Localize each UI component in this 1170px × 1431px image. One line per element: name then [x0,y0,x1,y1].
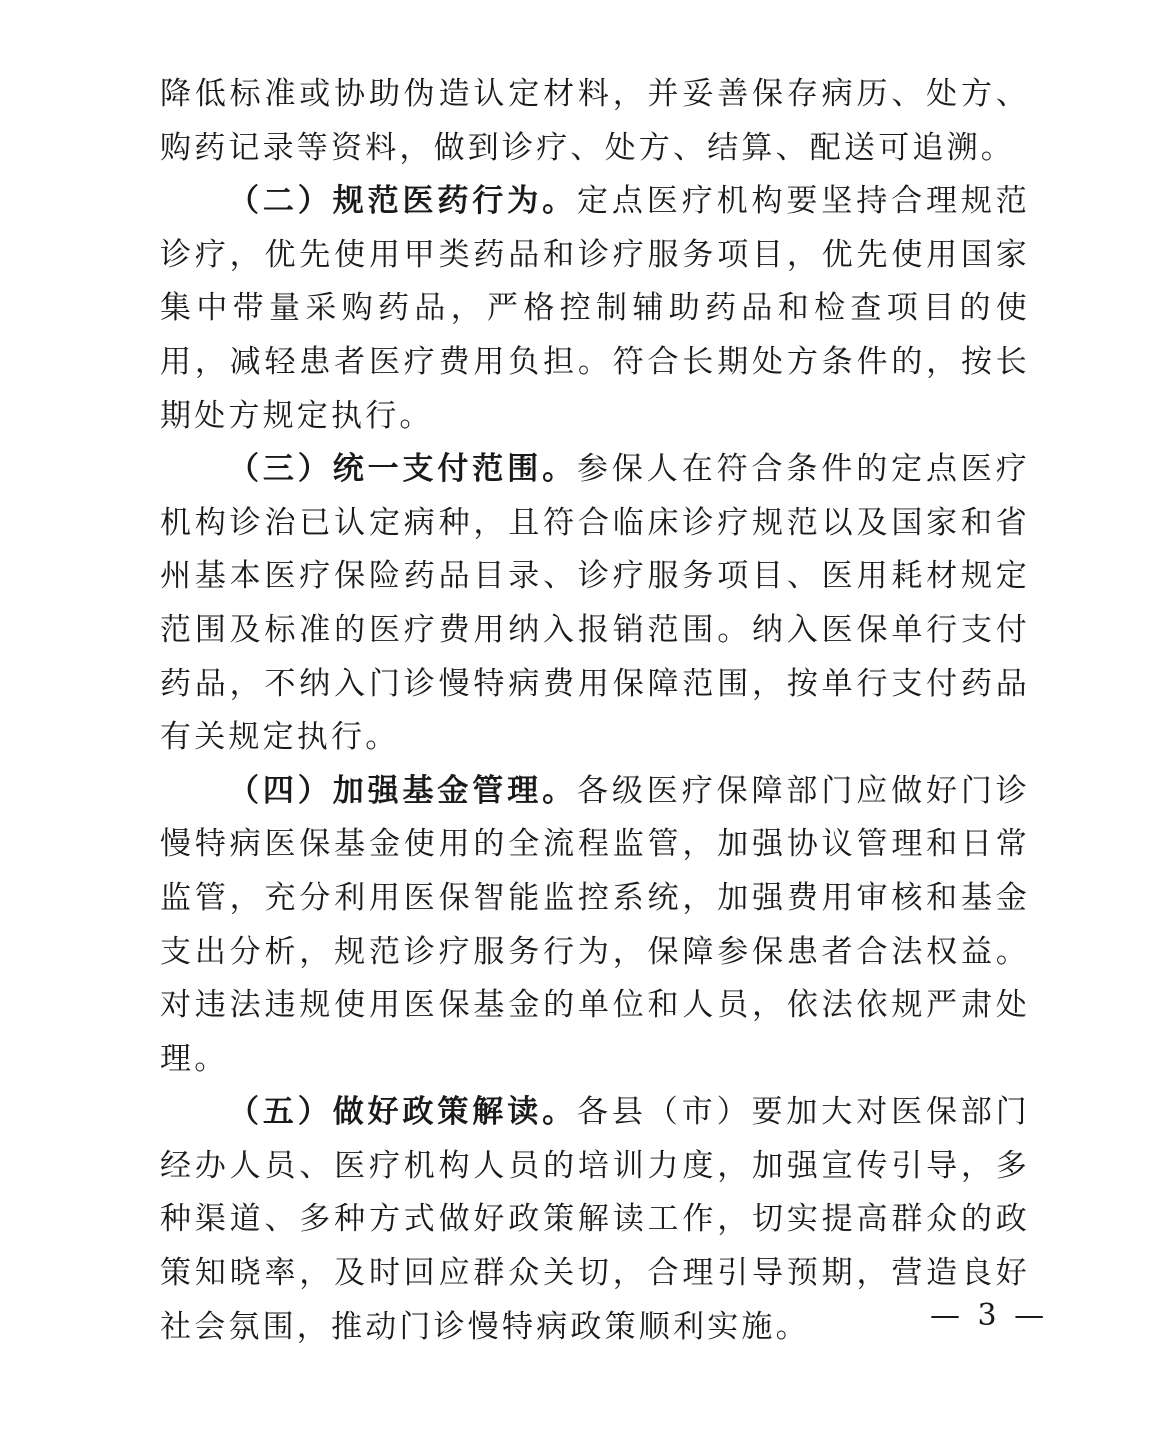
paragraph-fund-management [160,765,1030,1087]
paragraph-unified-payment-scope [160,443,1030,765]
paragraph-standardize-medical-behavior [160,175,1030,443]
paragraph-body: 定点医疗机构要坚持合理规范诊疗，优先使用甲类药品和诊疗服务项目，优先使用国家集中带量采购药品，严格控制辅助药品和检查项目的使用，减轻患者医疗费用负担。符合长期处方条件的，按长期处方规定执行。 [160,183,1030,434]
paragraph-body: 各级医疗保障部门应做好门诊慢特病医保基金使用的全流程监管，加强协议管理和日常监管，充分利用医保智能监控系统，加强费用审核和基金支出分析，规范诊疗服务行为，保障参保患者合法权益。对违法违规使用医保基金的单位和人员，依法依规严肃处理。 [160,772,1030,1077]
paragraph-heading: （三）统一支付范围。 [228,451,577,488]
paragraph-continuation [160,68,1030,175]
paragraph-body: 降低标准或协助伪造认定材料，并妥善保存病历、处方、购药记录等资料，做到诊疗、处方、结算、配送可追溯。 [160,76,1030,166]
paragraph-policy-interpretation [160,1086,1030,1354]
document-page [160,68,1030,1354]
paragraph-heading: （四）加强基金管理。 [228,772,577,809]
paragraph-body: 参保人在符合条件的定点医疗机构诊治已认定病种，且符合临床诊疗规范以及国家和省州基本医疗保险药品目录、诊疗服务项目、医用耗材规定范围及标准的医疗费用纳入报销范围。纳入医保单行支付药品，不纳入门诊慢特病费用保障范围，按单行支付药品有关规定执行。 [160,451,1030,756]
paragraph-heading: （二）规范医药行为。 [228,183,577,220]
paragraph-body: 各县（市）要加大对医保部门经办人员、医疗机构人员的培训力度，加强宣传引导，多种渠道、多种方式做好政策解读工作，切实提高群众的政策知晓率，及时回应群众关切，合理引导预期，营造良好社会氛围，推动门诊慢特病政策顺利实施。 [160,1094,1030,1345]
paragraph-heading: （五）做好政策解读。 [228,1094,577,1131]
page-number: — 3 — [930,1298,1049,1333]
